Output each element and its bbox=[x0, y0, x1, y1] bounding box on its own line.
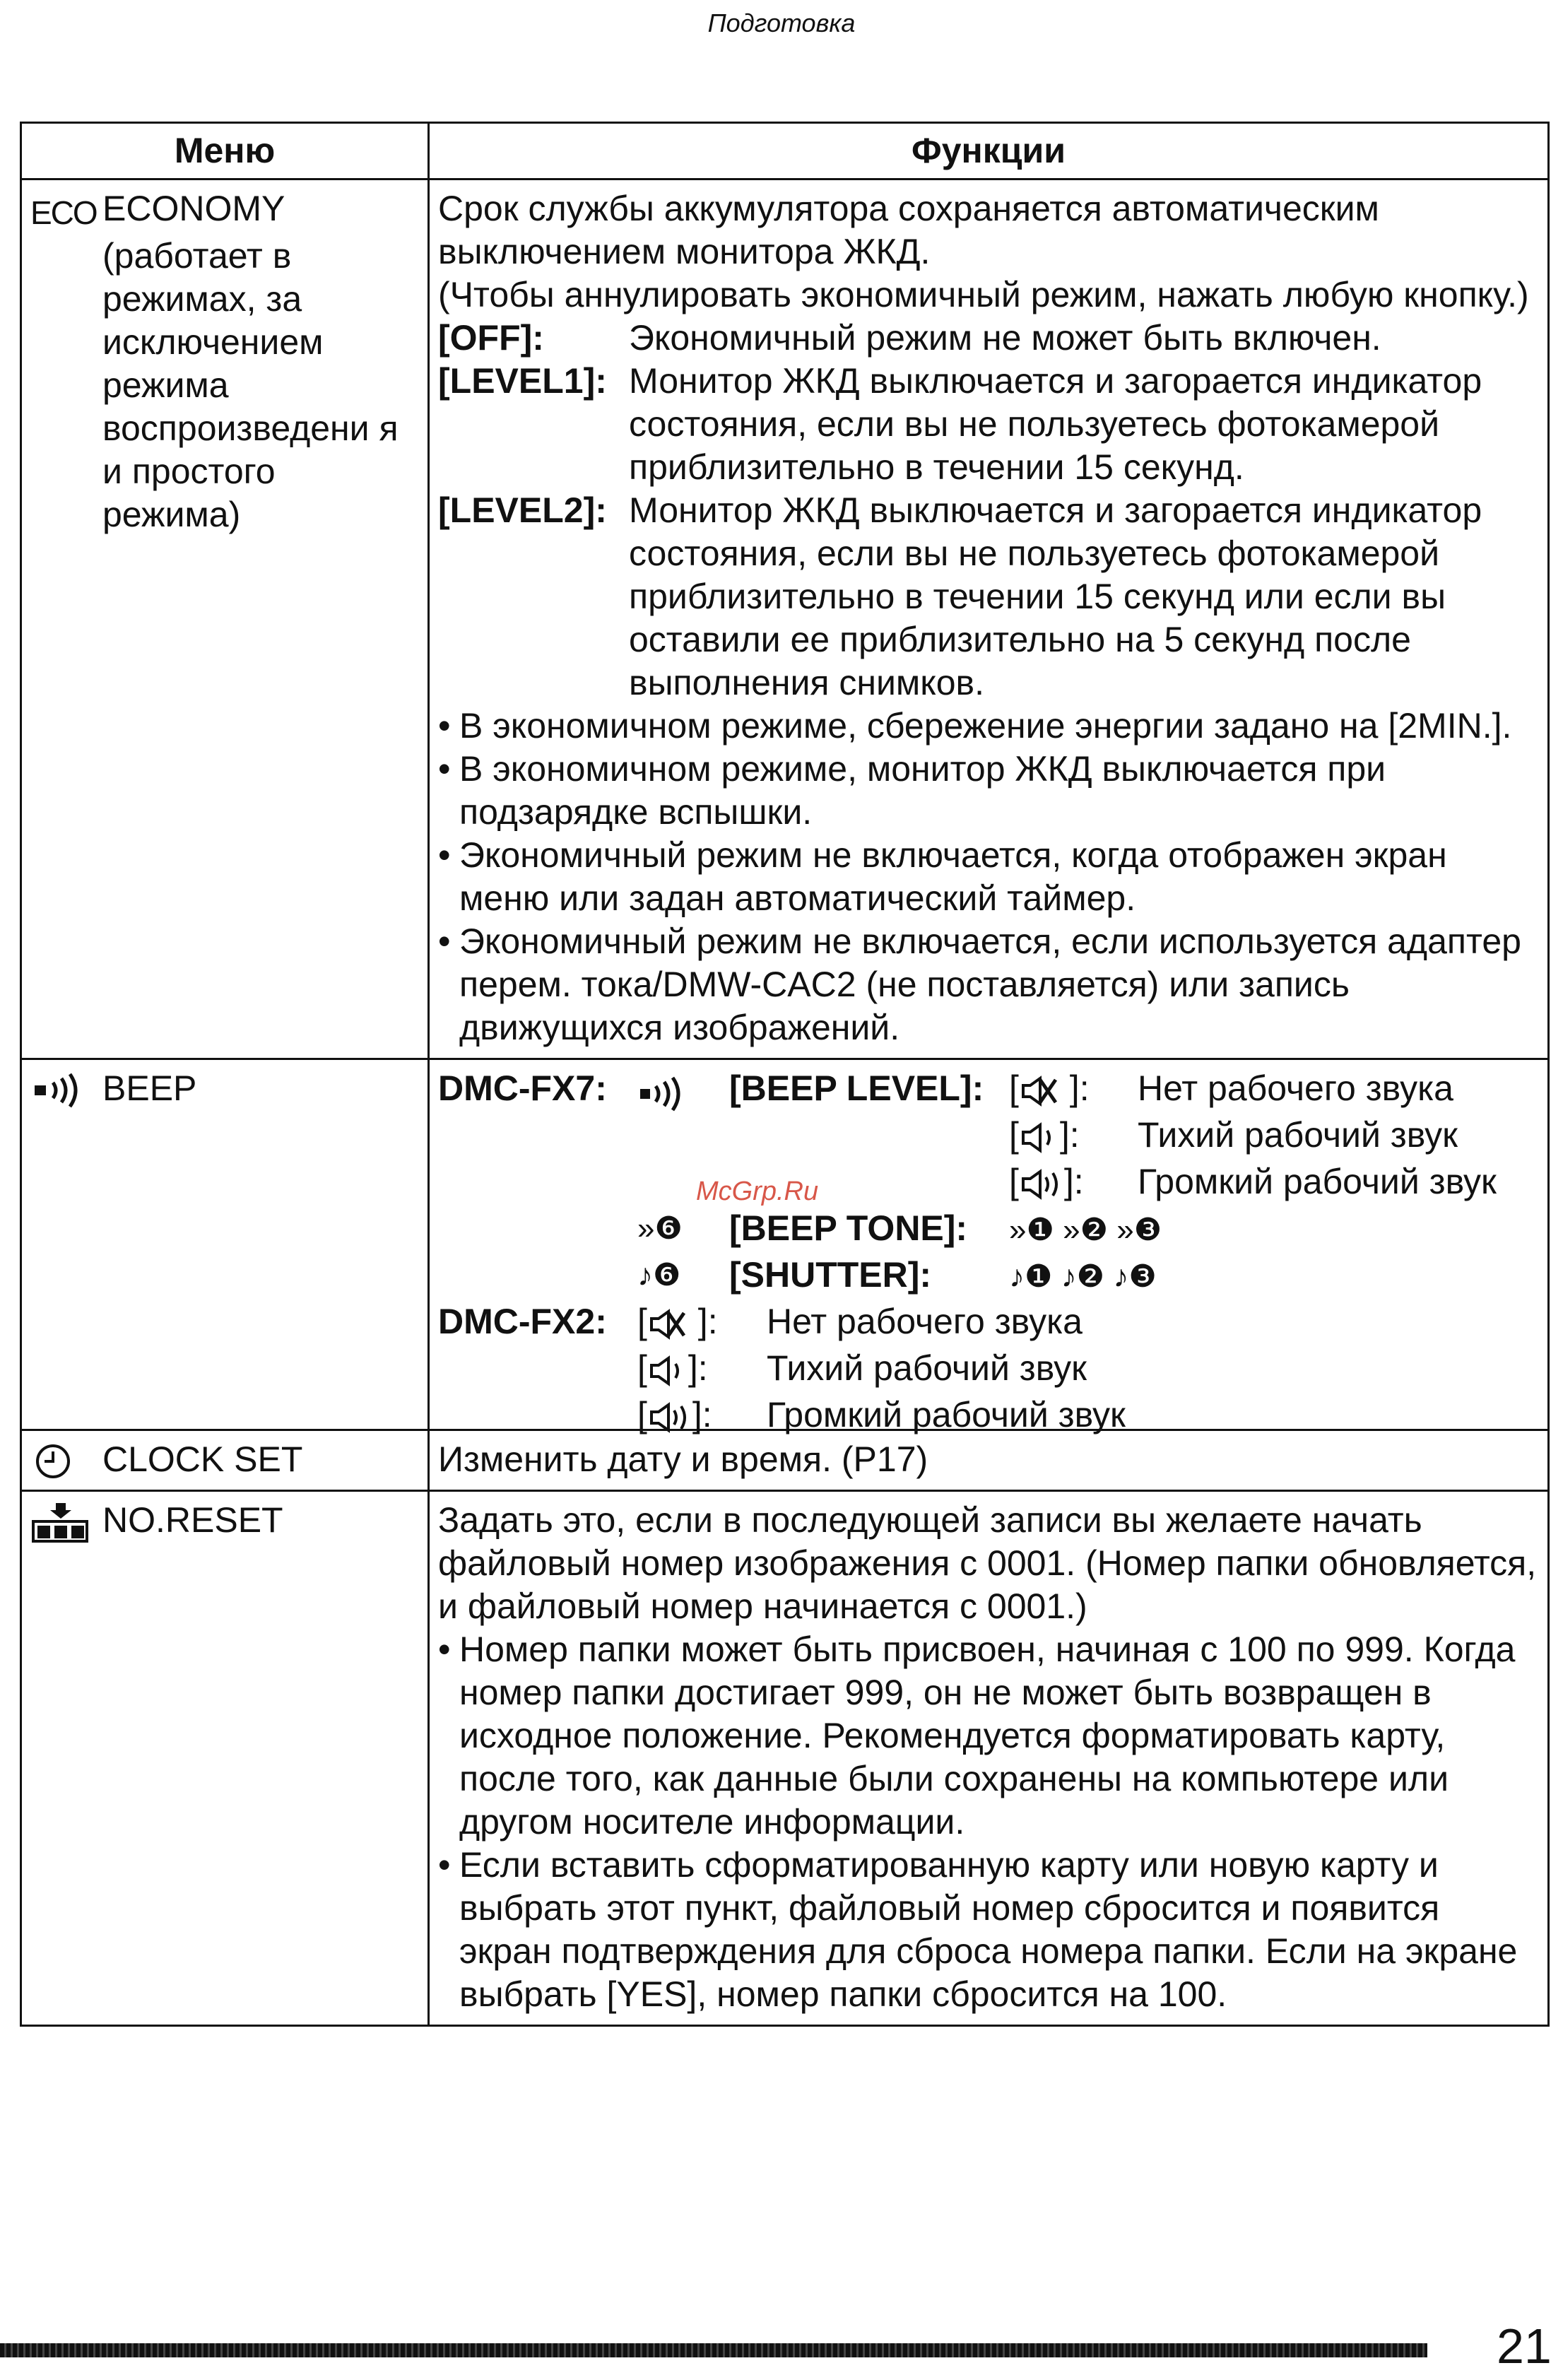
fx2-muted-icon: [ ]: bbox=[637, 1302, 718, 1341]
watermark: McGrp.Ru bbox=[696, 1177, 819, 1206]
option-value: Монитор ЖКД выключается и загорается индикатор состояния, если вы не пользуетесь фотокамерой приблизительно в течении 15 секунд или если вы оставили ее приблизительно на 5 секунд после выполнения снимков. bbox=[629, 490, 1482, 702]
shutter-options-icon: ♪❶ ♪❷ ♪❸ bbox=[1009, 1259, 1157, 1294]
bullet-dot-icon: • bbox=[438, 921, 451, 961]
high-volume-icon: [ ]: bbox=[1009, 1162, 1084, 1201]
option-key: [LEVEL2]: bbox=[438, 490, 607, 530]
economy-menu-cell bbox=[21, 179, 429, 1059]
bullet-text: В экономичном режиме, сбережение энергии задано на [2MIN.]. bbox=[459, 706, 1512, 746]
no-reset-menu-cell bbox=[21, 1491, 429, 2026]
bullet-dot-icon: • bbox=[438, 749, 451, 789]
bullet-dot-icon: • bbox=[438, 1845, 451, 1885]
economy-title: ECONOMY bbox=[102, 189, 285, 228]
economy-bullet bbox=[438, 748, 1539, 834]
beep-level-low-text: Тихий рабочий звук bbox=[1138, 1115, 1458, 1155]
option-key: [OFF]: bbox=[438, 318, 544, 358]
bullet-text: Если вставить сформатированную карту или новую карту и выбрать этот пункт, файловый номер сбросится и появится экран подтверждения для сброса номера папки. Если на экране выбрать [YES], номер папки сбросится на 100. bbox=[459, 1845, 1518, 2015]
economy-bullet bbox=[438, 920, 1539, 1049]
economy-intro: Срок службы аккумулятора сохраняется автоматическим выключением монитора ЖКД. bbox=[438, 189, 1379, 271]
bullet-dot-icon: • bbox=[438, 1630, 451, 1670]
beep-menu-cell bbox=[21, 1059, 429, 1430]
fx2-low-text: Тихий рабочий звук bbox=[767, 1348, 1087, 1388]
bullet-text: В экономичном режиме, монитор ЖКД выключается при подзарядке вспышки. bbox=[459, 749, 1386, 832]
beep-speaker-icon bbox=[30, 1067, 102, 1110]
clock-function-cell bbox=[429, 1430, 1549, 1491]
muted-speaker-icon: [ ]: bbox=[1009, 1068, 1090, 1108]
beep-tone-icon: »❻ bbox=[637, 1211, 683, 1246]
beep-function-cell bbox=[429, 1059, 1549, 1435]
economy-intro-2: (Чтобы аннулировать экономичный режим, нажать любую кнопку.) bbox=[438, 275, 1529, 314]
fx2-high-text: Громкий рабочий звук bbox=[767, 1395, 1126, 1435]
economy-bullet bbox=[438, 705, 1539, 748]
no-reset-function-cell bbox=[429, 1491, 1549, 2026]
fx2-high-icon: [ ]: bbox=[637, 1395, 712, 1435]
beep-level-label: [BEEP LEVEL]: bbox=[729, 1068, 984, 1108]
low-volume-icon: [ ]: bbox=[1009, 1115, 1080, 1155]
option-key: [LEVEL1]: bbox=[438, 361, 607, 401]
economy-bullet bbox=[438, 834, 1539, 920]
table-row-no-reset bbox=[21, 1491, 1549, 2026]
economy-option-level1 bbox=[438, 360, 1539, 489]
no-reset-bullet bbox=[438, 1844, 1539, 2016]
beep-title: BEEP bbox=[102, 1068, 197, 1108]
beep-level-high-text: Громкий рабочий звук bbox=[1138, 1162, 1497, 1201]
economy-option-off bbox=[438, 317, 1539, 360]
economy-note: (работает в режимах, за исключением режима воспроизведени я и простого режима) bbox=[102, 236, 399, 534]
economy-function-cell bbox=[429, 179, 1549, 1059]
no-reset-title: NO.RESET bbox=[102, 1500, 283, 1540]
beep-tone-options-icon: »❶ »❷ »❸ bbox=[1009, 1213, 1162, 1247]
option-value: Монитор ЖКД выключается и загорается индикатор состояния, если вы не пользуетесь фотокамерой приблизительно в течении 15 секунд. bbox=[629, 361, 1482, 487]
section-header: Подготовка bbox=[707, 8, 856, 37]
fx7-label: DMC-FX7: bbox=[438, 1068, 607, 1108]
footer-bar bbox=[0, 2343, 1427, 2357]
no-reset-intro: Задать это, если в последующей записи вы желаете начать файловый номер изображения с 0001. (Номер папки обновляется, и файловый номер начинается с 0001.) bbox=[438, 1500, 1537, 1627]
no-reset-bullet bbox=[438, 1628, 1539, 1844]
clock-icon bbox=[30, 1438, 102, 1481]
clock-menu-cell bbox=[21, 1430, 429, 1491]
beep-level-icon bbox=[637, 1070, 694, 1113]
bullet-text: Экономичный режим не включается, когда отображен экран меню или задан автоматический таймер. bbox=[459, 835, 1447, 918]
option-value: Экономичный режим не может быть включен. bbox=[629, 318, 1381, 358]
table-row-beep bbox=[21, 1059, 1549, 1430]
economy-option-level2 bbox=[438, 489, 1539, 705]
fx2-label: DMC-FX2: bbox=[438, 1302, 607, 1341]
bullet-dot-icon: • bbox=[438, 835, 451, 875]
clock-set-text: Изменить дату и время. (P17) bbox=[438, 1439, 928, 1479]
menu-table bbox=[20, 122, 1550, 2027]
fx2-off-text: Нет рабочего звука bbox=[767, 1302, 1083, 1341]
bullet-dot-icon: • bbox=[438, 706, 451, 746]
table-row-economy bbox=[21, 179, 1549, 1059]
folder-reset-icon bbox=[30, 1499, 102, 1543]
fx2-low-icon: [ ]: bbox=[637, 1348, 708, 1388]
shutter-label: [SHUTTER]: bbox=[729, 1255, 932, 1295]
page-number: 21 bbox=[1497, 2319, 1552, 2374]
eco-icon: ECO bbox=[30, 194, 97, 231]
menu-column-header: Меню bbox=[21, 123, 429, 179]
functions-column-header: Функции bbox=[429, 123, 1549, 179]
shutter-icon: ♪❻ bbox=[637, 1258, 681, 1292]
bullet-text: Номер папки может быть присвоен, начиная с 100 по 999. Когда номер папки достигает 999, он не может быть возвращен в исходное положение. Рекомендуется форматировать карту, после того, как данные были сохранены на компьютере или другом носителе информации. bbox=[459, 1630, 1516, 1842]
bullet-text: Экономичный режим не включается, если используется адаптер перем. тока/DMW-CAC2 (не поставляется) или запись движущихся изображений. bbox=[459, 921, 1521, 1047]
beep-tone-label: [BEEP TONE]: bbox=[729, 1208, 968, 1248]
beep-level-off-text: Нет рабочего звука bbox=[1138, 1068, 1453, 1108]
clock-set-title: CLOCK SET bbox=[102, 1439, 303, 1479]
table-header-row bbox=[21, 123, 1549, 179]
beep-settings bbox=[438, 1067, 1539, 1435]
table-row-clock-set bbox=[21, 1430, 1549, 1491]
